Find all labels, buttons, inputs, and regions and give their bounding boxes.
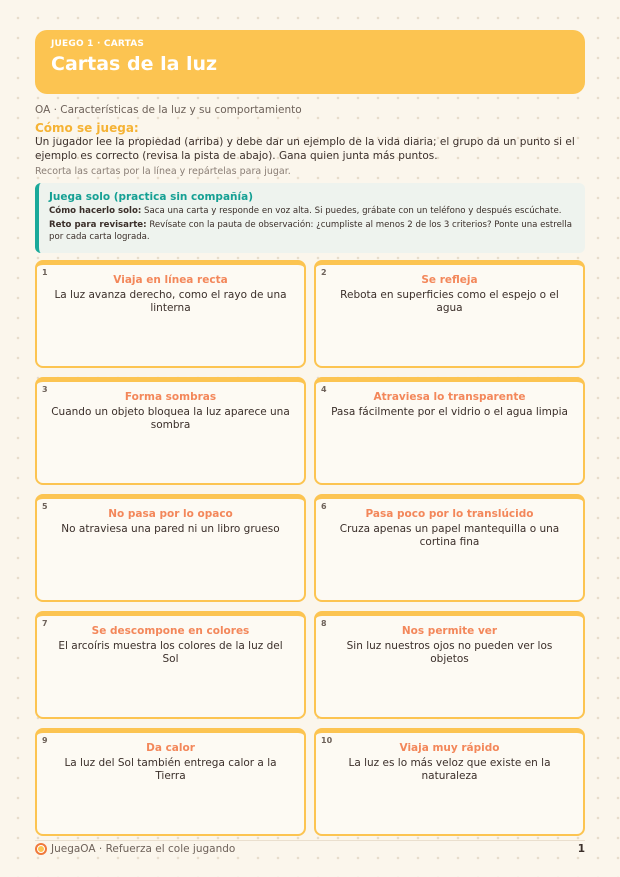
card-number: 2 xyxy=(321,268,327,277)
card-3 xyxy=(35,377,306,485)
card-4 xyxy=(314,377,585,485)
card-number: 7 xyxy=(42,619,48,628)
card-9 xyxy=(35,728,306,836)
card-number: 9 xyxy=(42,736,48,745)
card-number: 6 xyxy=(321,502,327,511)
card-number: 3 xyxy=(42,385,48,394)
card-5 xyxy=(35,494,306,602)
card-text: La luz avanza derecho, como el rayo de una linterna xyxy=(54,289,287,314)
card-text: La luz del Sol también entrega calor a la Tierra xyxy=(64,757,277,782)
how-to-play-heading: Cómo se juega: xyxy=(35,121,139,135)
solo-review-line xyxy=(49,219,575,243)
footer xyxy=(35,843,235,855)
solo-how-text: Saca una carta y responde en voz alta. Si puedes, grábate con un teléfono y después escúchate. xyxy=(144,206,562,216)
learning-objective: OA · Características de la luz y su comportamiento xyxy=(35,104,302,116)
page-title: Cartas de la luz xyxy=(51,53,218,75)
card-title: Atraviesa lo transparente xyxy=(373,391,526,403)
card-title: Viaja muy rápido xyxy=(399,742,500,754)
card-1 xyxy=(35,260,306,368)
rules-text: Un jugador lee la propiedad (arriba) y debe dar un ejemplo de la vida diaria; el grupo da un punto si el ejemplo es correcto (revisa la pista de abajo). Gana quien junta más puntos. xyxy=(35,136,575,162)
card-number: 4 xyxy=(321,385,327,394)
card-text: Rebota en superficies como el espejo o el agua xyxy=(340,289,559,314)
footer-divider xyxy=(35,840,585,841)
card-title: Da calor xyxy=(146,742,195,754)
card-title: Se refleja xyxy=(421,274,478,286)
card-6 xyxy=(314,494,585,602)
card-title: Forma sombras xyxy=(124,391,217,403)
card-number: 8 xyxy=(321,619,327,628)
card-title: Nos permite ver xyxy=(401,625,498,637)
page-header xyxy=(35,30,585,94)
card-text: El arcoíris muestra los colores de la luz del Sol xyxy=(58,640,283,665)
card-10 xyxy=(314,728,585,836)
card-8 xyxy=(314,611,585,719)
card-2 xyxy=(314,260,585,368)
solo-how-label: Cómo hacerlo solo: xyxy=(49,206,142,216)
card-text: Cuando un objeto bloquea la luz aparece una sombra xyxy=(51,406,290,431)
card-text: Cruza apenas un papel mantequilla o una cortina fina xyxy=(339,523,560,548)
card-text: No atraviesa una pared ni un libro grueso xyxy=(61,523,280,535)
solo-title: Juega solo (practica sin compañía) xyxy=(49,191,253,203)
card-number: 10 xyxy=(321,736,333,745)
solo-review-label: Reto para revisarte: xyxy=(49,220,147,230)
solo-how-line xyxy=(49,205,575,217)
game-kicker: JUEGO 1 · CARTAS xyxy=(51,39,145,49)
card-number: 1 xyxy=(42,268,48,277)
card-title: No pasa por lo opaco xyxy=(108,508,233,520)
card-number: 5 xyxy=(42,502,48,511)
solo-play-box xyxy=(35,183,585,253)
cut-note: Recorta las cartas por la línea y repártelas para jugar. xyxy=(35,166,291,177)
card-text: La luz es lo más veloz que existe en la naturaleza xyxy=(348,757,551,782)
page-number: 1 xyxy=(577,843,585,855)
card-title: Se descompone en colores xyxy=(91,625,250,637)
brand-logo-icon xyxy=(35,843,47,855)
solo-review-text: Revísate con la pauta de observación: ¿cumpliste al menos 2 de los 3 criterios? Ponte una estrella por cada carta lograda. xyxy=(49,220,572,242)
card-text: Sin luz nuestros ojos no pueden ver los objetos xyxy=(346,640,553,665)
card-text: Pasa fácilmente por el vidrio o el agua limpia xyxy=(331,406,568,418)
card-title: Viaja en línea recta xyxy=(113,274,228,286)
card-7 xyxy=(35,611,306,719)
footer-brand: JuegaOA · Refuerza el cole jugando xyxy=(51,843,236,855)
card-title: Pasa poco por lo translúcido xyxy=(365,508,534,520)
